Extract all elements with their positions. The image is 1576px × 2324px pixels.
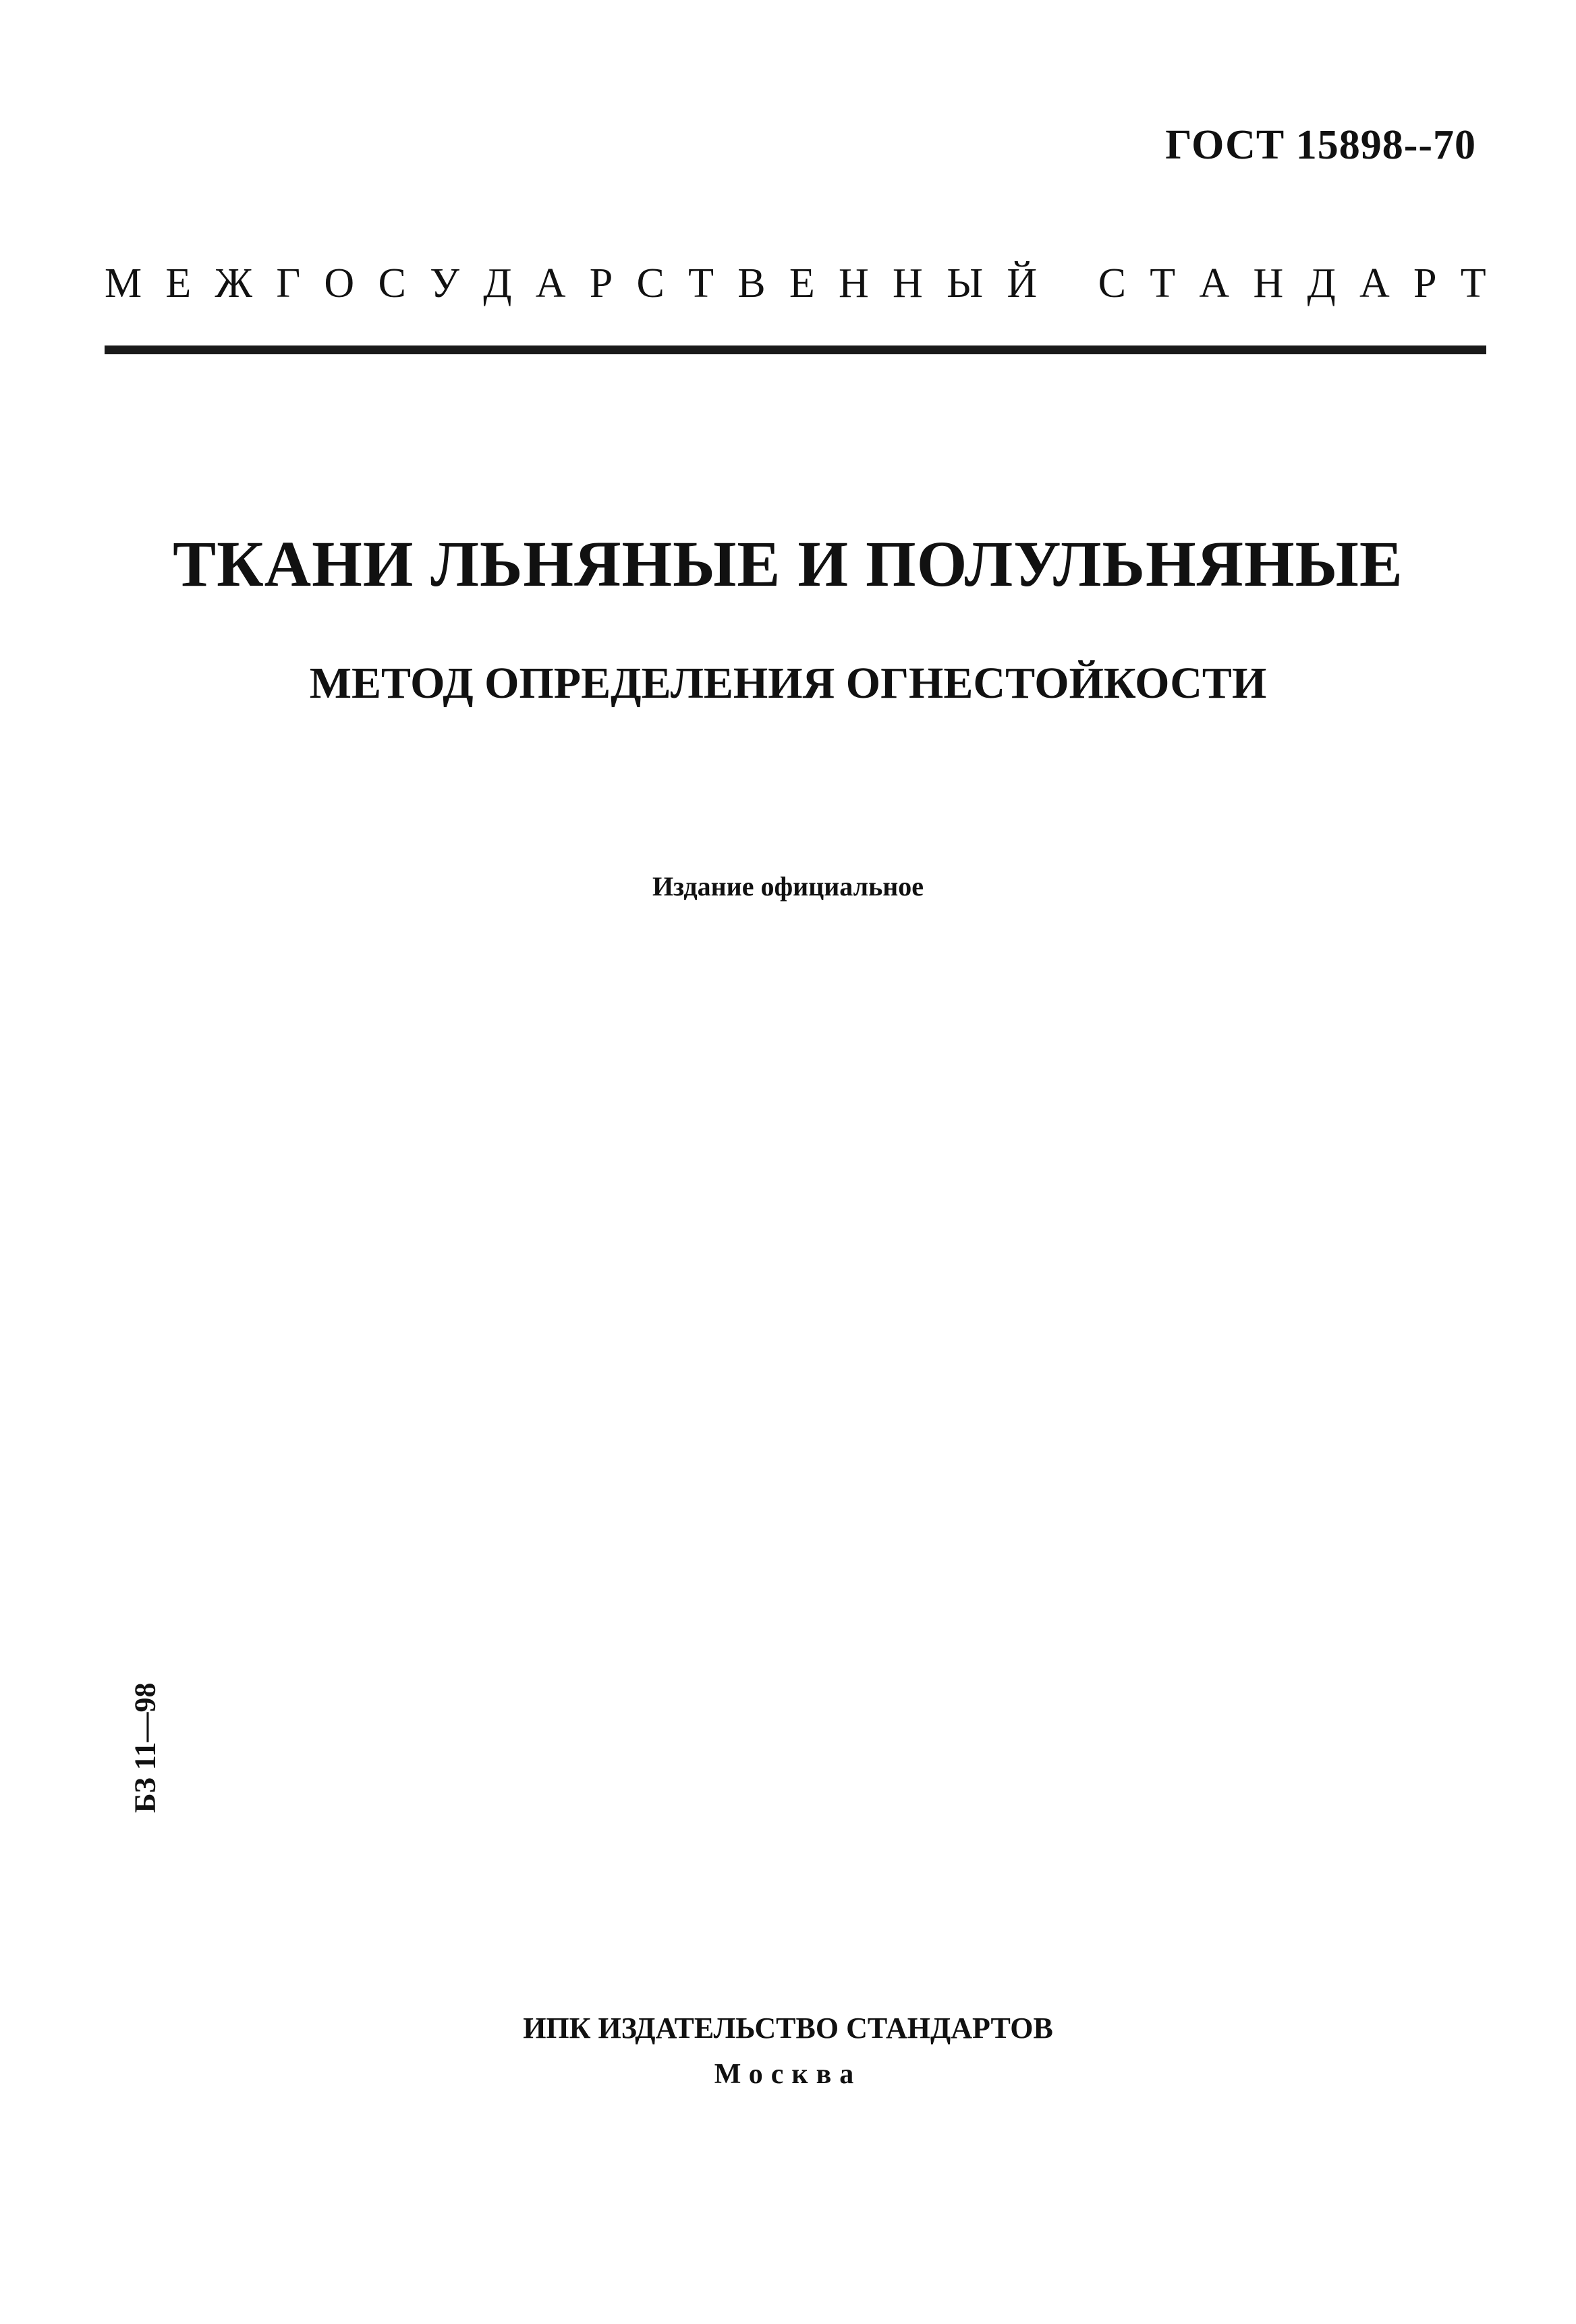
standard-type-left-letter: В [737,260,766,306]
standard-type-left-letter: Н [893,260,923,306]
standard-type-left-letter: О [324,260,355,306]
document-title: ТКАНИ ЛЬНЯНЫЕ И ПОЛУЛЬНЯНЫЕ [173,528,1403,600]
standard-type-left-letter: Д [483,260,512,306]
heading-rule [105,345,1486,354]
standard-type-left-letter: М [105,260,142,306]
side-code: БЗ 11—98 [128,1682,162,1813]
standard-type-left-letter: Й [1007,260,1038,306]
standard-type-left-letter: А [535,260,566,306]
standard-type-left-letter: Ы [947,260,984,306]
standard-type-left-letter: У [430,260,459,306]
standard-type-heading [105,260,1486,308]
standard-type-left-letter: Т [688,260,714,306]
word-gap [1061,260,1074,308]
standard-type-right-letter: Н [1253,260,1284,306]
gost-number: ГОСТ 15898--70 [1165,122,1476,168]
edition-note: Издание официальное [652,871,924,902]
standard-type-right-letter: Т [1460,260,1486,306]
standard-type-left-letter: Е [165,260,192,306]
standard-type-left-letter: Р [589,260,613,306]
standard-type-right-letter: Р [1413,260,1437,306]
standard-type-right-letter: А [1359,260,1390,306]
publisher: ИПК ИЗДАТЕЛЬСТВО СТАНДАРТОВ [523,2012,1053,2045]
standard-type-right-letter: Д [1307,260,1336,306]
standard-type-left-letter: Г [276,260,301,306]
document-subtitle: МЕТОД ОПРЕДЕЛЕНИЯ ОГНЕСТОЙКОСТИ [309,659,1267,708]
standard-type-left-letter: Н [839,260,869,306]
standard-type-left-letter: Е [789,260,815,306]
standard-type-right-letter: А [1199,260,1230,306]
standard-type-left-letter: Ж [215,260,253,306]
standard-type-right-letter: С [1098,260,1127,306]
standard-type-left-letter: С [636,260,665,306]
standard-type-right-letter: Т [1150,260,1176,306]
publisher-city: Москва [714,2059,862,2090]
standard-type-left-letter: С [378,260,406,306]
